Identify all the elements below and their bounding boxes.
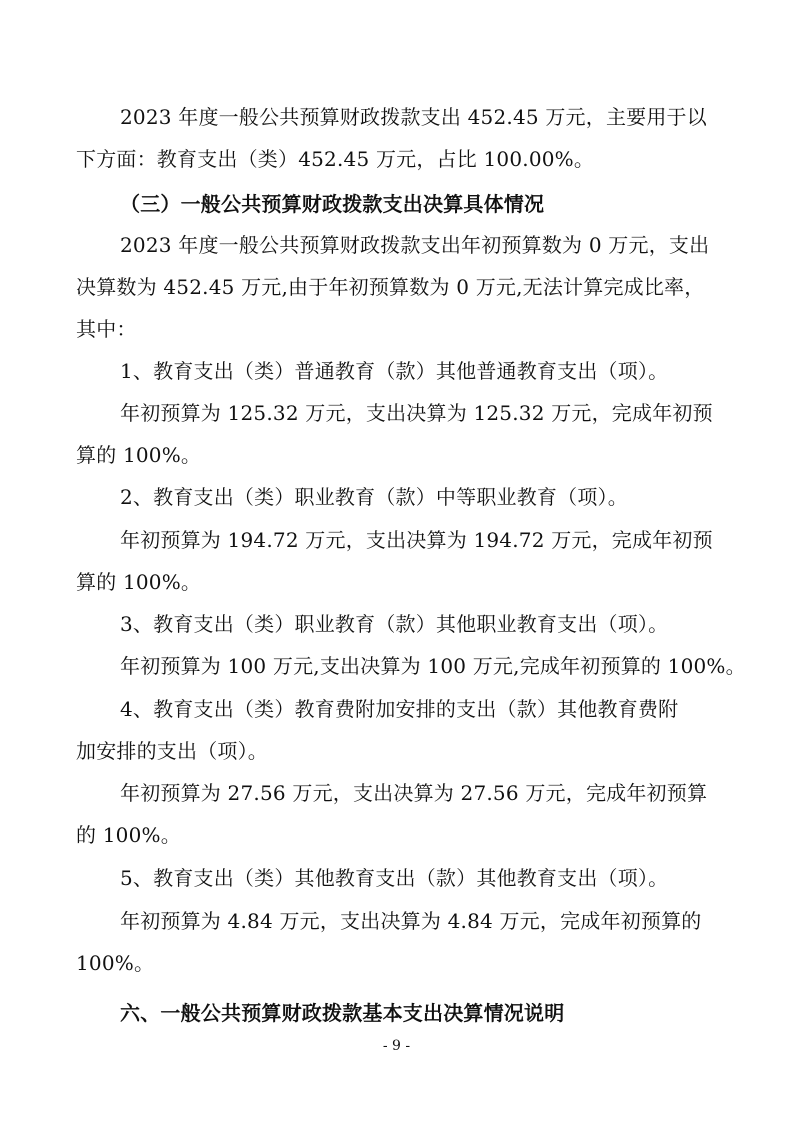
paragraph-line: 年初预算为 194.72 万元，支出决算为 194.72 万元，完成年初预: [120, 528, 713, 552]
list-item: 5、教育支出（类）其他教育支出（款）其他教育支出（项）。: [120, 866, 669, 890]
section-heading: （三）一般公共预算财政拨款支出决算具体情况: [120, 192, 545, 216]
paragraph-line: 年初预算为 4.84 万元，支出决算为 4.84 万元，完成年初预算的: [120, 909, 702, 933]
paragraph-line: 2023 年度一般公共预算财政拨款支出 452.45 万元，主要用于以: [120, 105, 707, 129]
paragraph-line: 下方面：教育支出（类）452.45 万元，占比 100.00%。: [76, 147, 595, 171]
paragraph-line: 算的 100%。: [76, 570, 202, 594]
paragraph-line: 年初预算为 125.32 万元，支出决算为 125.32 万元，完成年初预: [120, 401, 713, 425]
list-item: 3、教育支出（类）职业教育（款）其他职业教育支出（项）。: [120, 612, 669, 636]
list-item: 4、教育支出（类）教育费附加安排的支出（款）其他教育费附: [120, 697, 679, 721]
section-heading: 六、一般公共预算财政拨款基本支出决算情况说明: [120, 1001, 565, 1025]
paragraph-line: 100%。: [76, 951, 155, 975]
paragraph-line: 其中：: [76, 317, 137, 341]
list-item: 2、教育支出（类）职业教育（款）中等职业教育（项）。: [120, 485, 628, 509]
paragraph-line: 年初预算为 27.56 万元，支出决算为 27.56 万元，完成年初预算: [120, 781, 708, 805]
paragraph-line: 2023 年度一般公共预算财政拨款支出年初预算数为 0 万元，支出: [120, 233, 710, 257]
page-number: - 9 -: [382, 1038, 411, 1054]
paragraph-line: 的 100%。: [76, 823, 181, 847]
paragraph-line: 加安排的支出（项）。: [76, 739, 268, 763]
paragraph-line: 年初预算为 100 万元,支出决算为 100 万元,完成年初预算的 100%。: [120, 654, 746, 678]
paragraph-line: 算的 100%。: [76, 443, 202, 467]
list-item: 1、教育支出（类）普通教育（款）其他普通教育支出（项）。: [120, 359, 669, 383]
paragraph-line: 决算数为 452.45 万元,由于年初预算数为 0 万元,无法计算完成比率，: [76, 275, 705, 299]
